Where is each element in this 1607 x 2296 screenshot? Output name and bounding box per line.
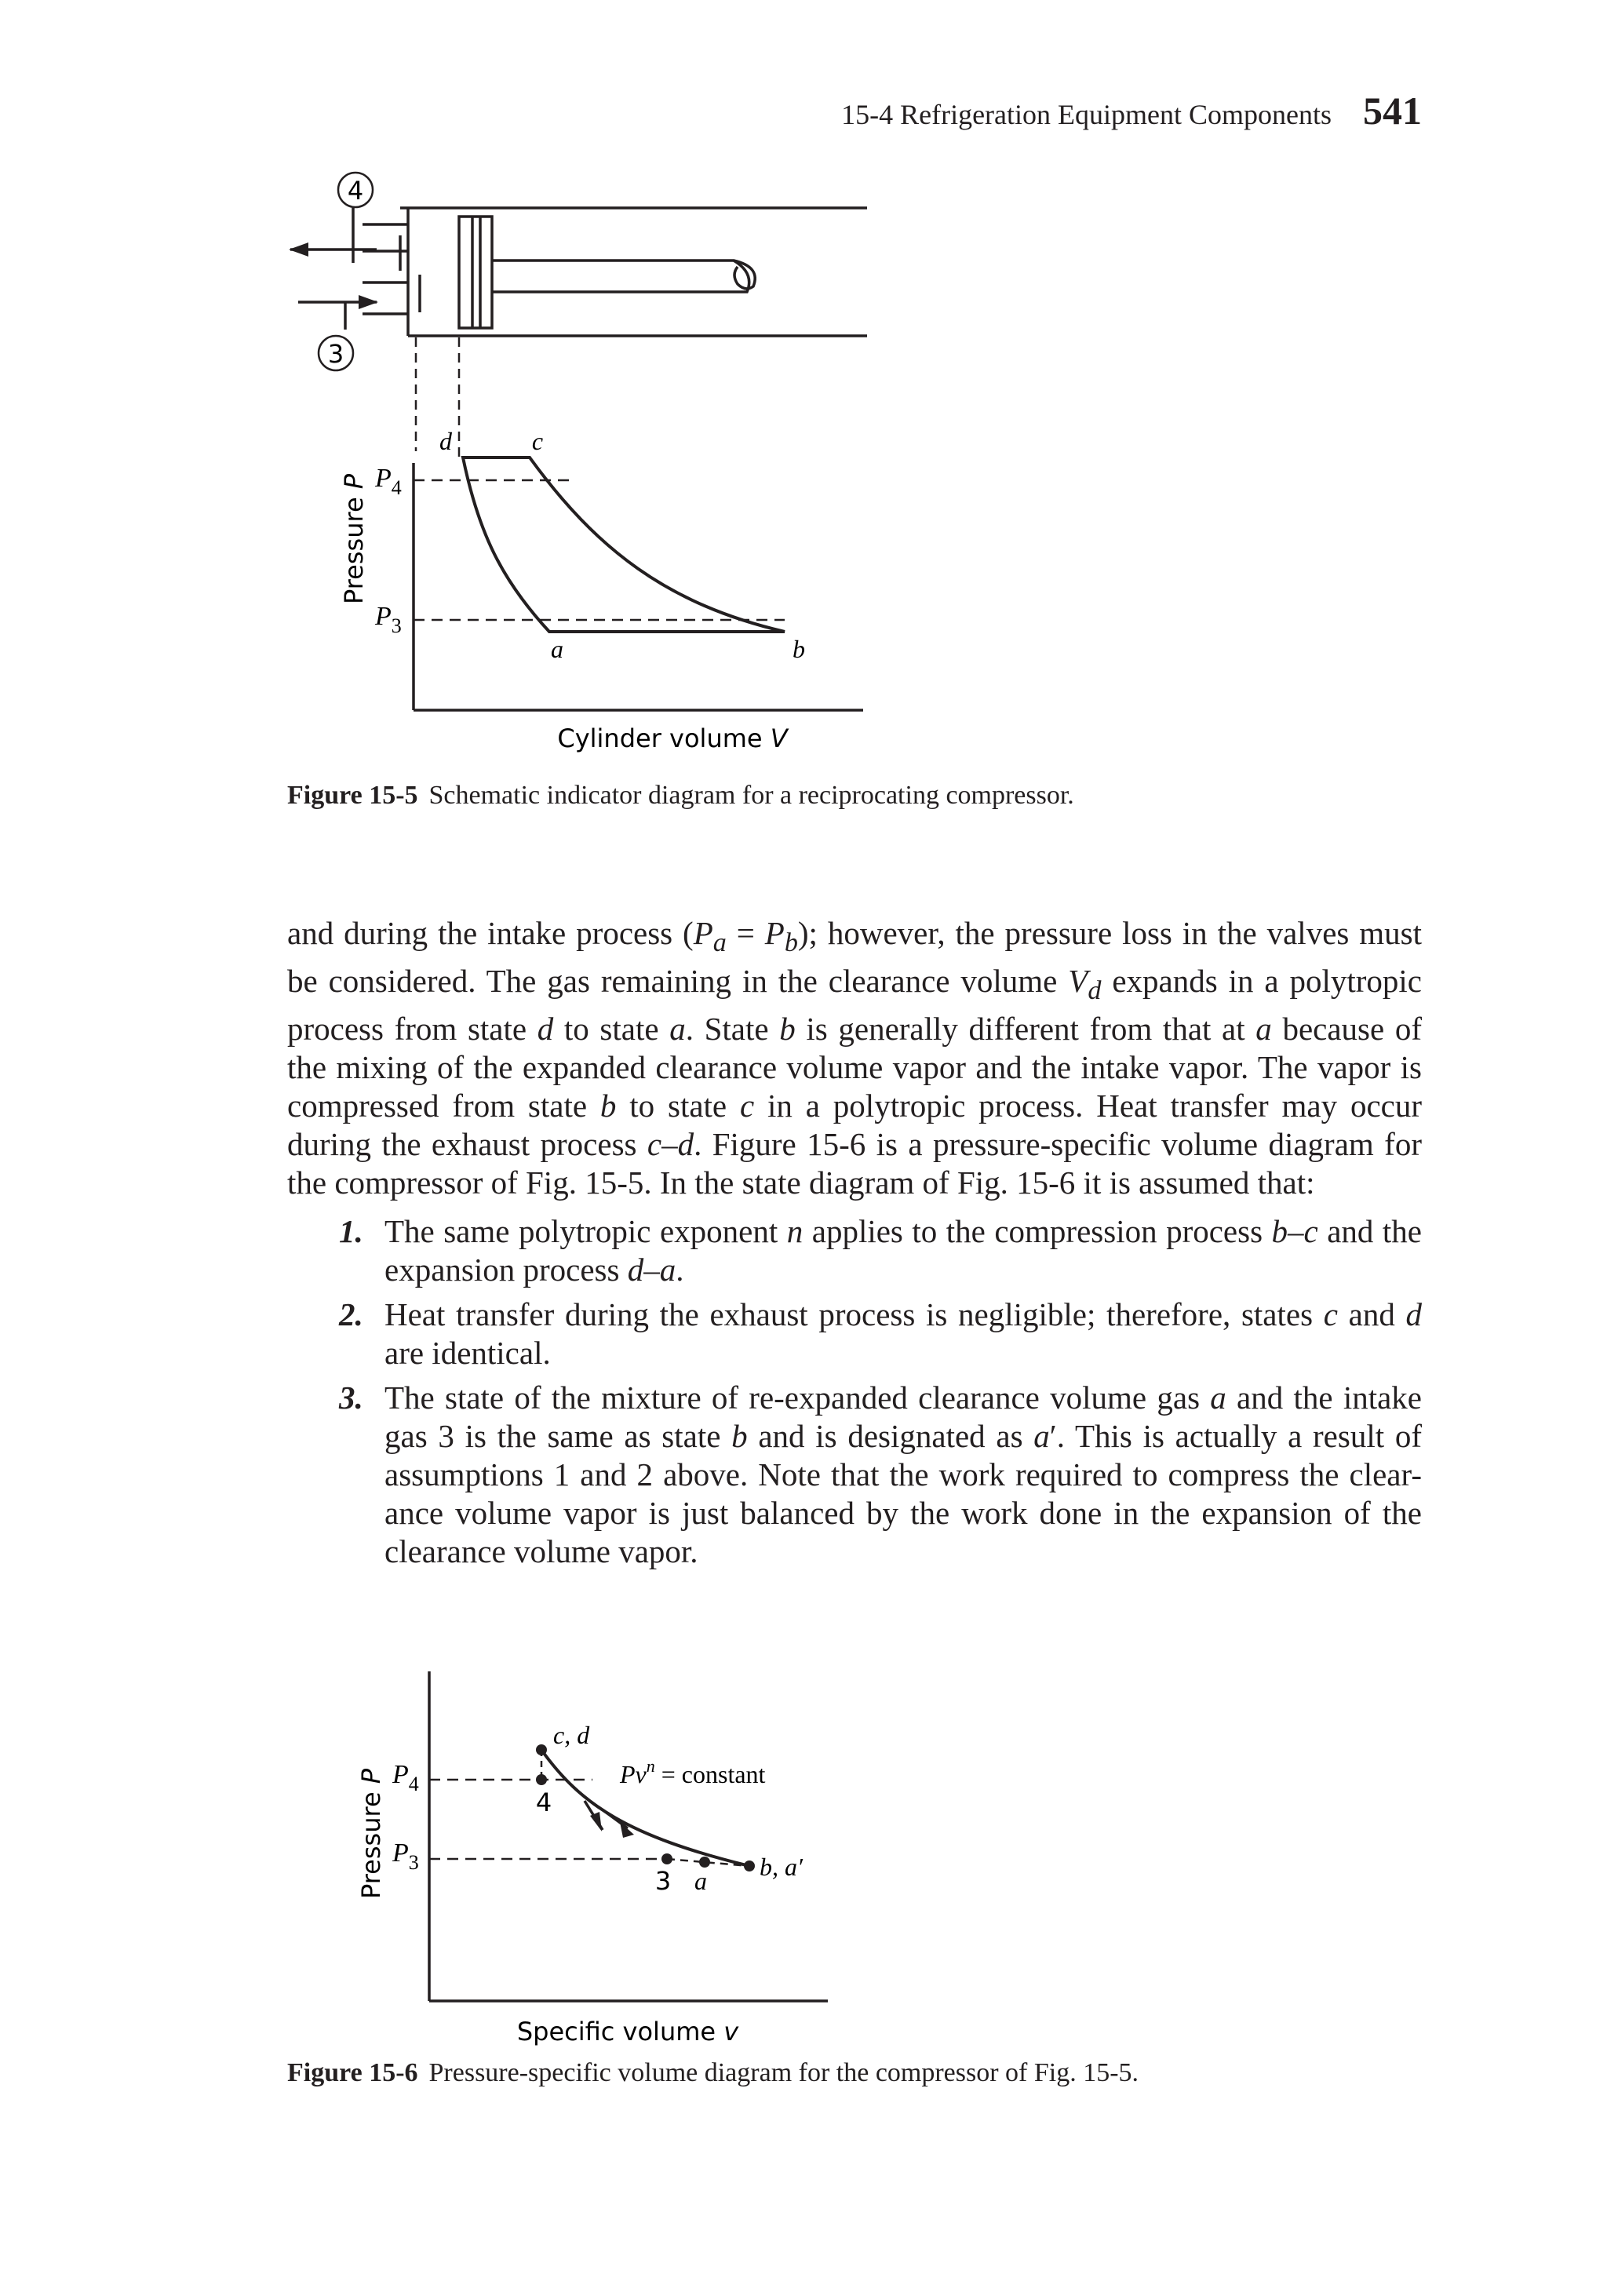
list-text: Heat transfer during the exhaust process is negligible; therefore, states c and d are identical. <box>384 1296 1422 1371</box>
point-a <box>699 1857 710 1868</box>
list-number: 2. <box>339 1296 363 1332</box>
point-c-label: c <box>531 427 544 455</box>
list-item <box>287 1296 1422 1372</box>
point-cd <box>536 1744 547 1755</box>
point-3 <box>661 1853 672 1864</box>
equation-label: $Pv^n$ = constant <box>620 1756 766 1788</box>
label-3: 3 <box>654 1866 672 1896</box>
label-a: a <box>694 1867 707 1895</box>
label-cd: c, d <box>553 1721 590 1749</box>
piston <box>459 217 492 328</box>
list-text: The same polytropic exponent n applies to the compression process b–c and the expansion process d–a. <box>384 1213 1423 1288</box>
figure-15-5-caption <box>287 781 1074 811</box>
p3-label: $P_3$ <box>392 1839 419 1874</box>
caption-text: Schematic indicator diagram for a reciprocating compressor. <box>428 781 1074 810</box>
list-item <box>287 1379 1422 1571</box>
list-item <box>287 1212 1422 1289</box>
list-number: 3. <box>339 1379 363 1416</box>
fig1-y-axis-label: Pressure P <box>339 473 369 604</box>
label-4: 4 <box>535 1788 552 1817</box>
figure-15-6 <box>0 1648 1607 2079</box>
p3-label: $P_3$ <box>375 602 402 637</box>
p4-label: $P_4$ <box>375 464 402 499</box>
valve-4-label: 4 <box>347 176 364 206</box>
list-number: 1. <box>339 1213 363 1249</box>
point-ba <box>744 1860 755 1871</box>
label-ba: b, a′ <box>760 1853 803 1881</box>
p4-label: $P_4$ <box>392 1760 419 1795</box>
assumption-list <box>287 1212 1422 1577</box>
cycle-path <box>463 457 785 632</box>
valve-3-label: 3 <box>327 339 344 369</box>
point-4 <box>536 1774 547 1785</box>
page-number: 541 <box>1363 89 1422 133</box>
running-head-section: 15-4 Refrigeration Equipment Components <box>841 99 1332 130</box>
body-text <box>287 914 1422 1202</box>
caption-number: Figure 15-5 <box>287 781 418 810</box>
piston-rod <box>492 261 749 292</box>
caption-number: Figure 15-6 <box>287 2058 418 2087</box>
body-paragraph: and during the intake process $(P_a = P_b)$; however, the pressure loss in the valves must be considered. The gas remaining in the clearance volume $V_d$ expands in a polytropic process from state d to state a. State b is generally different from that at a because of the mixing of the expanded clearance volume vapor and the intake vapor. The vapor is compressed from state b to state c in a polytropic process. Heat transfer may occur during the exhaust process c–d. Figure 15-6 is a pressure-specific volume diagram for the compressor of Fig. 15-5. In the state diagram of Fig. 15-6 it is assumed that: <box>287 915 1423 1201</box>
caption-text: Pressure-specific volume diagram for the compressor of Fig. 15-5. <box>428 2058 1139 2087</box>
point-d-label: d <box>439 427 452 455</box>
list-text: The state of the mixture of re-expanded clearance volume gas a and the intake gas 3 is the same as state b and is designated as a′. This is actually a result of assumptions 1 and 2 above. Note that the work required to compress the clear-ance volume vapor is just balanced by the work done in the expansion of the clearance volume vapor. <box>384 1379 1422 1569</box>
fig1-x-axis-label: Cylinder volume V <box>557 723 788 753</box>
point-a-label: a <box>551 635 563 663</box>
fig2-x-axis-label: Specific volume v <box>516 2017 739 2046</box>
point-b-label: b <box>793 635 805 663</box>
figure-15-5 <box>0 0 1607 785</box>
fig2-y-axis-label: Pressure P <box>356 1768 386 1899</box>
figure-15-6-caption <box>287 2058 1139 2088</box>
